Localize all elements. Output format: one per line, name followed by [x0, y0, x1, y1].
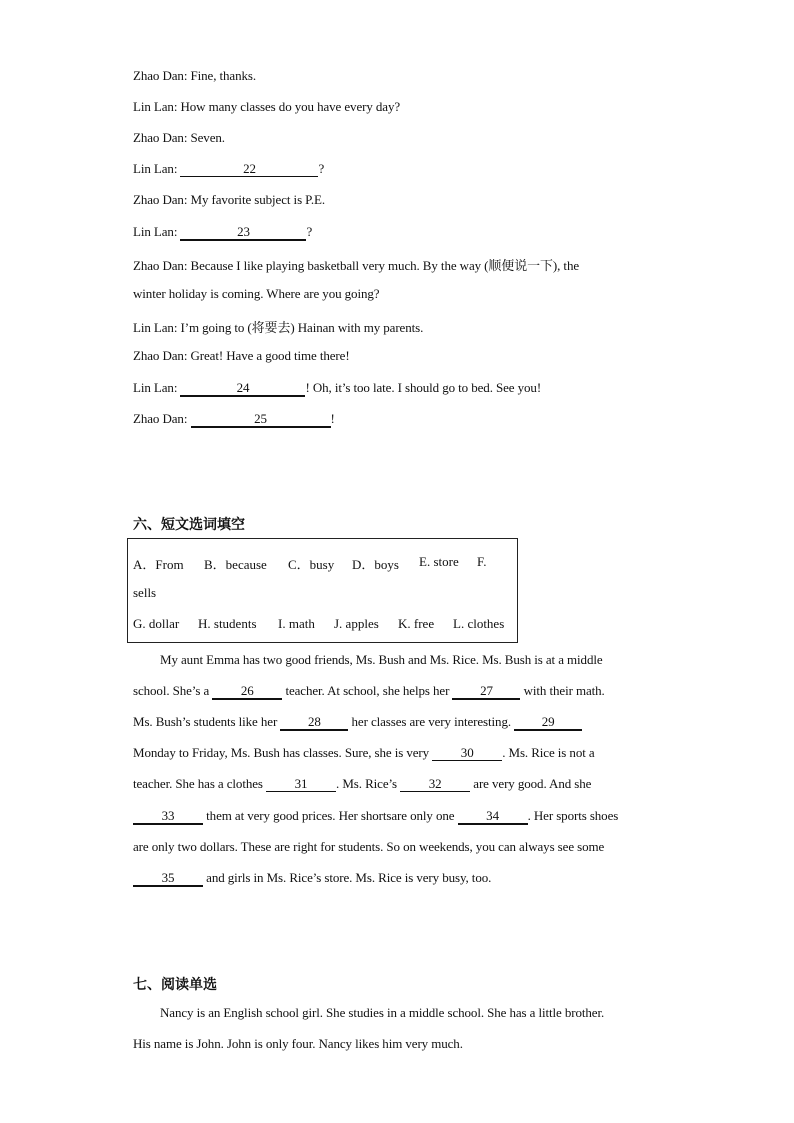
- passage-text: her classes are very interesting.: [351, 714, 511, 729]
- passage-text: Ms. Bush’s students like her: [133, 714, 278, 729]
- dialogue-line-2: [133, 99, 400, 115]
- passage-line-2: [133, 683, 605, 700]
- passage-line-7: [133, 839, 604, 855]
- blank-30[interactable]: 30: [432, 746, 502, 761]
- dialogue-text: Fine, thanks.: [190, 68, 257, 83]
- speaker: Zhao Dan:: [133, 68, 188, 83]
- speaker: Zhao Dan:: [133, 258, 188, 273]
- dialogue-line-12: [133, 411, 335, 428]
- dialogue-text: !: [330, 411, 335, 426]
- option-g: G. dollar: [133, 616, 180, 631]
- passage-text: . Ms. Rice’s: [336, 776, 397, 791]
- dialogue-line-1: [133, 68, 256, 84]
- passage-text: are very good. And she: [473, 776, 592, 791]
- speaker: Zhao Dan:: [133, 192, 188, 207]
- blank-32[interactable]: 32: [400, 777, 470, 792]
- dialogue-line-7: [133, 255, 579, 274]
- blank-33[interactable]: 33: [133, 809, 203, 825]
- blank-35[interactable]: 35: [133, 871, 203, 887]
- passage-text: with their math.: [523, 683, 605, 698]
- passage-text: and girls in Ms. Rice’s store. Ms. Rice is very busy, too.: [206, 870, 492, 885]
- option-b: B．because: [204, 557, 267, 572]
- dialogue-line-6: [133, 224, 312, 241]
- blank-31[interactable]: 31: [266, 777, 336, 792]
- passage-text: them at very good prices. Her shortsare only one: [206, 808, 455, 823]
- option-k: K. free: [398, 616, 435, 631]
- dialogue-line-11: [133, 380, 541, 397]
- passage-text: are only two dollars. These are right for students. So on weekends, you can always see some: [133, 839, 605, 854]
- blank-24[interactable]: 24: [180, 381, 305, 397]
- passage-text: My aunt Emma has two good friends, Ms. Bush and Ms. Rice. Ms. Bush is at a middle: [160, 652, 603, 667]
- passage-text: teacher. She has a clothes: [133, 776, 263, 791]
- dialogue-line-4: [133, 161, 324, 177]
- dialogue-text: My favorite subject is P.E.: [190, 192, 326, 207]
- option-a: A．From: [133, 557, 184, 572]
- dialogue-text: Great! Have a good time there!: [190, 348, 350, 363]
- passage-text: Monday to Friday, Ms. Bush has classes. Sure, she is very: [133, 745, 430, 760]
- blank-22[interactable]: 22: [180, 162, 318, 177]
- dialogue-line-3: [133, 130, 225, 146]
- option-e: E. store: [419, 554, 459, 569]
- speaker: Lin Lan:: [133, 320, 178, 335]
- dialogue-text: winter holiday is coming. Where are you going?: [133, 286, 380, 301]
- speaker: Lin Lan:: [133, 224, 178, 239]
- section-6-title: 六、短文选词填空: [133, 517, 245, 533]
- option-j: J. apples: [334, 616, 379, 631]
- speaker: Zhao Dan:: [133, 348, 188, 363]
- dialogue-text: Because I like playing basketball very much. By the way (顺便说一下), the: [190, 258, 580, 273]
- word-bank-box: [127, 538, 518, 643]
- passage-text: . Ms. Rice is not a: [502, 745, 595, 760]
- passage-line-6: [133, 808, 618, 825]
- speaker: Zhao Dan:: [133, 130, 188, 145]
- dialogue-text: How many classes do you have every day?: [180, 99, 401, 114]
- passage-line-5: [133, 776, 591, 792]
- option-h: H. students: [198, 616, 257, 631]
- section-7-title: 七、阅读单选: [133, 977, 217, 993]
- passage-line-1: [160, 652, 603, 668]
- speaker: Lin Lan:: [133, 380, 178, 395]
- dialogue-text: Seven.: [190, 130, 225, 145]
- option-c: C．busy: [288, 557, 335, 572]
- dialogue-line-5: [133, 192, 325, 208]
- option-f-word: sells: [133, 585, 157, 600]
- dialogue-text: I’m going to (将要去) Hainan with my parents.: [180, 320, 424, 335]
- blank-23[interactable]: 23: [180, 225, 306, 241]
- speaker: Lin Lan:: [133, 99, 178, 114]
- blank-25[interactable]: 25: [191, 412, 331, 428]
- dialogue-line-9: [133, 317, 423, 336]
- dialogue-text: ?: [306, 224, 313, 239]
- option-f: F.: [477, 554, 487, 569]
- reading-line-1: [160, 1005, 604, 1021]
- reading-line-2: [133, 1036, 463, 1052]
- blank-29[interactable]: 29: [514, 715, 582, 731]
- passage-text: school. She’s a: [133, 683, 210, 698]
- reading-text: Nancy is an English school girl. She studies in a middle school. She has a little brother.: [160, 1005, 605, 1020]
- passage-line-4: [133, 745, 595, 761]
- speaker: Lin Lan:: [133, 161, 178, 176]
- passage-line-3: [133, 714, 582, 731]
- blank-34[interactable]: 34: [458, 809, 528, 825]
- blank-27[interactable]: 27: [452, 684, 520, 700]
- option-l: L. clothes: [453, 616, 505, 631]
- option-i: I. math: [278, 616, 315, 631]
- option-d: D．boys: [352, 557, 399, 572]
- reading-text: His name is John. John is only four. Nancy likes him very much.: [133, 1036, 463, 1051]
- passage-line-8: [133, 870, 491, 887]
- blank-28[interactable]: 28: [280, 715, 348, 731]
- speaker: Zhao Dan:: [133, 411, 188, 426]
- passage-text: teacher. At school, she helps her: [285, 683, 450, 698]
- dialogue-line-8: [133, 286, 379, 302]
- passage-text: . Her sports shoes: [527, 808, 619, 823]
- blank-26[interactable]: 26: [212, 684, 282, 700]
- dialogue-text: ?: [318, 161, 325, 176]
- dialogue-line-10: [133, 348, 350, 364]
- dialogue-text: ! Oh, it’s too late. I should go to bed. See you!: [305, 380, 542, 395]
